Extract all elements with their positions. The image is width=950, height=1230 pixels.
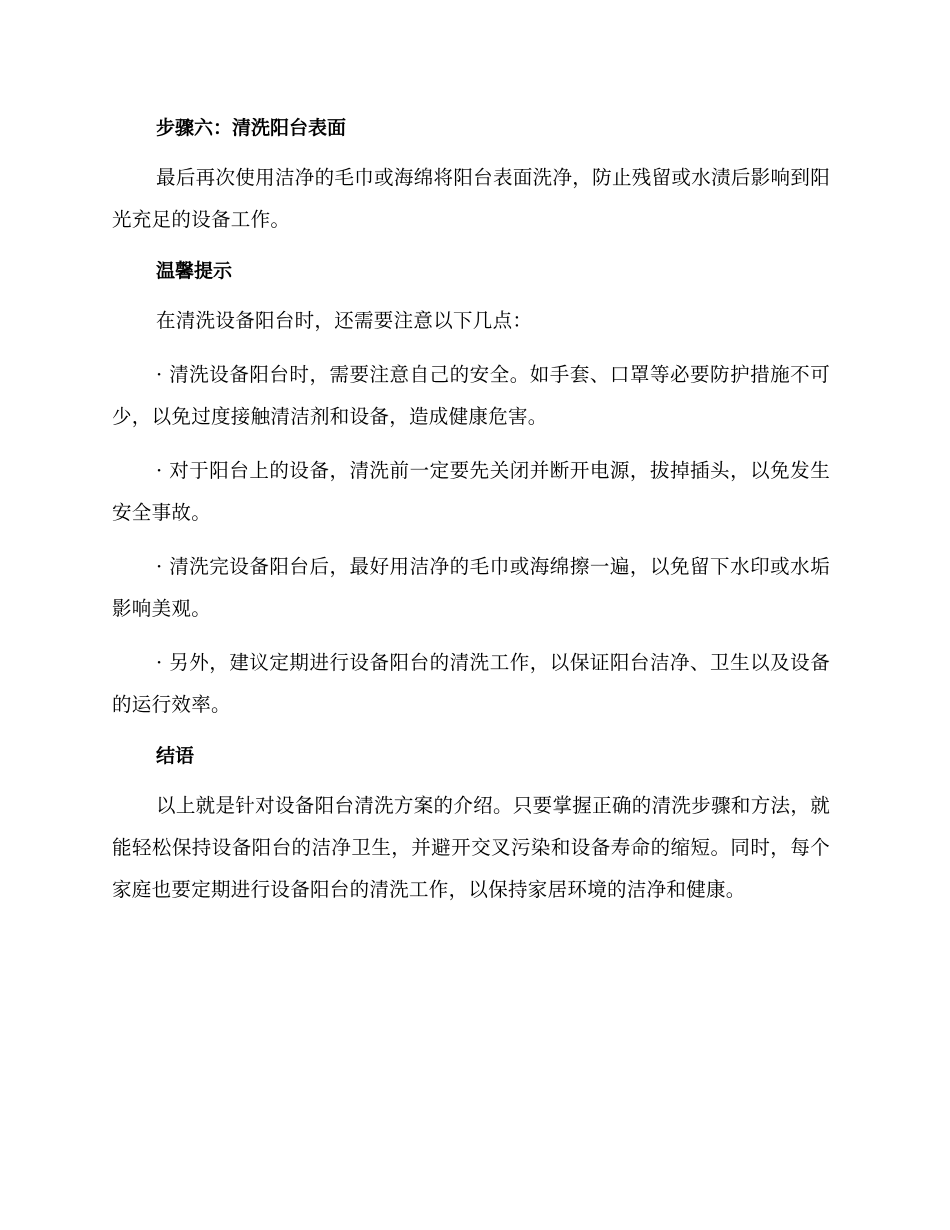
conclusion-paragraph: 以上就是针对设备阳台清洗方案的介绍。只要掌握正确的清洗步骤和方法，就能轻松保持设备阳台的洁净卫生，并避开交叉污染和设备寿命的缩短。同时，每个家庭也要定期进行设备阳台的清洗工作，以保持家居环境的洁净和健康。 [112, 794, 830, 901]
section-heading-step6: 步骤六：清洗阳台表面 [156, 117, 347, 139]
tips-list-item: · 清洗完设备阳台后，最好用洁净的毛巾或海绵擦一遍，以免留下水印或水垢影响美观。 [112, 555, 830, 620]
tips-list-item: · 清洗设备阳台时，需要注意自己的安全。如手套、口罩等必要防护措施不可少，以免过度接触清洁剂和设备，造成健康危害。 [112, 363, 830, 428]
tips-list-item: · 对于阳台上的设备，清洗前一定要先关闭并断开电源，拔掉插头，以免发生安全事故。 [112, 459, 830, 524]
step6-paragraph: 最后再次使用洁净的毛巾或海绵将阳台表面洗净，防止残留或水渍后影响到阳光充足的设备工作。 [112, 166, 830, 231]
tips-intro-paragraph: 在清洗设备阳台时，还需要注意以下几点： [156, 309, 533, 332]
document-content [112, 110, 830, 911]
tips-list-item: · 另外，建议定期进行设备阳台的清洗工作，以保证阳台洁净、卫生以及设备的运行效率。 [112, 651, 830, 716]
section-heading-conclusion: 结语 [156, 745, 195, 767]
section-heading-tips: 温馨提示 [156, 260, 233, 282]
